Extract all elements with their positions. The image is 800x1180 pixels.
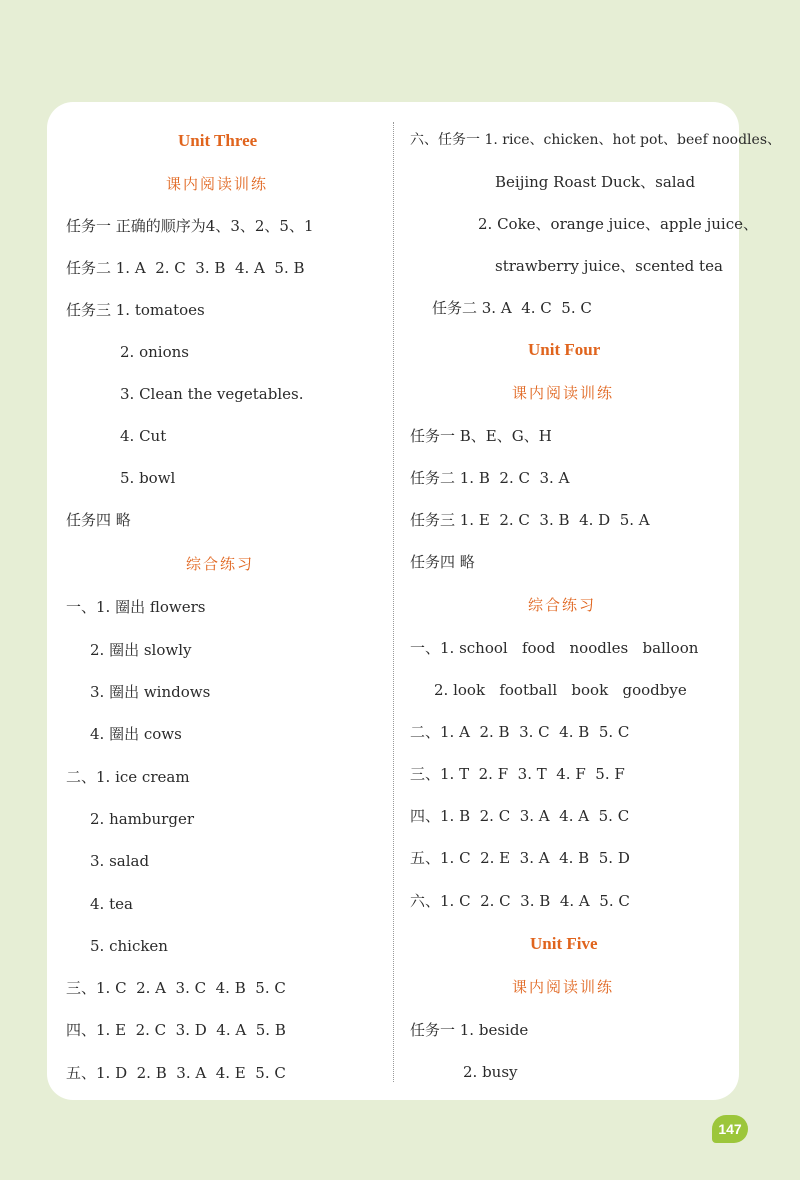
task-3-item: 4. Cut: [120, 427, 167, 445]
practice-6-task-1: 六、任务一 1. rice、chicken、hot pot、beef noodles、: [410, 132, 781, 148]
practice-6-task-1-item-2: 2. Coke、orange juice、apple juice、: [478, 215, 758, 233]
u4-task-1: 任务一 B、E、G、H: [410, 427, 552, 445]
unit-five-title: Unit Five: [530, 934, 598, 953]
unit-three-title: Unit Three: [178, 131, 258, 150]
task-3-item: 2. onions: [120, 343, 189, 361]
u4-practice-4: 四、1. B 2. C 3. A 4. A 5. C: [410, 807, 630, 825]
unit-four-title: Unit Four: [528, 340, 601, 359]
practice-2: 二、1. ice cream: [66, 768, 190, 786]
reading-training-title: 课内阅读训练: [166, 175, 269, 193]
task-3: 任务三 1. tomatoes: [66, 301, 205, 319]
u4-practice-1-item: 2. look football book goodbye: [434, 681, 687, 699]
column-divider: [393, 122, 394, 1082]
unit-four-practice-title: 综合练习: [528, 596, 597, 614]
u4-practice-5: 五、1. C 2. E 3. A 4. B 5. D: [410, 849, 630, 867]
practice-2-item: 5. chicken: [90, 937, 168, 955]
task-1: 任务一 正确的顺序为4、3、2、5、1: [66, 217, 314, 235]
practice-6-task-2: 任务二 3. A 4. C 5. C: [432, 299, 592, 317]
u4-task-2: 任务二 1. B 2. C 3. A: [410, 469, 570, 487]
u4-task-3: 任务三 1. E 2. C 3. B 4. D 5. A: [410, 511, 650, 529]
u5-task-1-item: 2. busy: [463, 1063, 518, 1081]
u4-task-4: 任务四 略: [410, 553, 475, 571]
task-4: 任务四 略: [66, 511, 131, 529]
practice-3: 三、1. C 2. A 3. C 4. B 5. C: [66, 979, 286, 997]
practice-6-task-1-item-2-cont: strawberry juice、scented tea: [495, 257, 723, 275]
practice-1-item: 2. 圈出 slowly: [90, 641, 192, 659]
practice-4: 四、1. E 2. C 3. D 4. A 5. B: [66, 1021, 286, 1039]
practice-1-item: 3. 圈出 windows: [90, 683, 211, 701]
practice-1-item: 4. 圈出 cows: [90, 725, 182, 743]
task-2: 任务二 1. A 2. C 3. B 4. A 5. B: [66, 259, 305, 277]
u5-task-1: 任务一 1. beside: [410, 1021, 529, 1039]
practice-1: 一、1. 圈出 flowers: [66, 598, 206, 616]
u4-practice-6: 六、1. C 2. C 3. B 4. A 5. C: [410, 892, 630, 910]
u4-practice-3: 三、1. T 2. F 3. T 4. F 5. F: [410, 765, 625, 783]
task-3-item: 5. bowl: [120, 469, 176, 487]
practice-2-item: 4. tea: [90, 895, 133, 913]
u4-practice-2: 二、1. A 2. B 3. C 4. B 5. C: [410, 723, 630, 741]
practice-6-task-1-cont: Beijing Roast Duck、salad: [495, 173, 696, 191]
practice-2-item: 3. salad: [90, 852, 150, 870]
page-number: 147: [712, 1115, 748, 1143]
practice-2-item: 2. hamburger: [90, 810, 194, 828]
practice-5: 五、1. D 2. B 3. A 4. E 5. C: [66, 1064, 286, 1082]
unit-five-reading-title: 课内阅读训练: [512, 978, 615, 996]
practice-title: 综合练习: [186, 555, 255, 573]
unit-four-reading-title: 课内阅读训练: [512, 384, 615, 402]
task-3-item: 3. Clean the vegetables.: [120, 385, 304, 403]
u4-practice-1: 一、1. school food noodles balloon: [410, 639, 699, 657]
